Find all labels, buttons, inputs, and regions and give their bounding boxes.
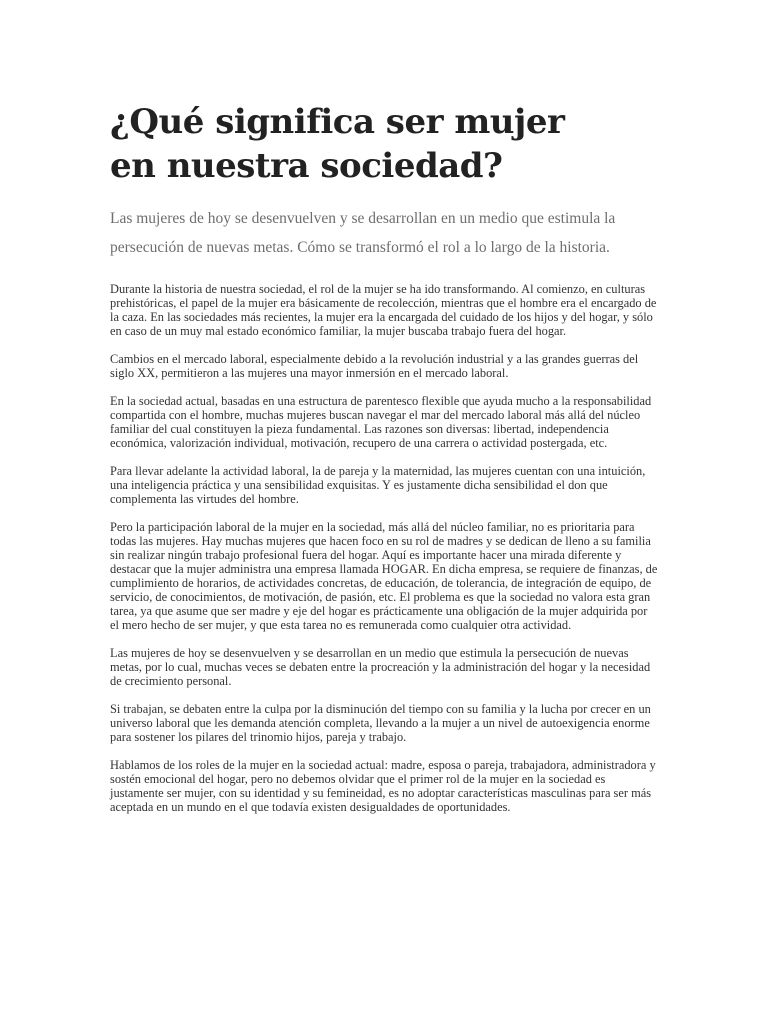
paragraph: Durante la historia de nuestra sociedad, el rol de la mujer se ha ido transformando. Al comienzo, en culturas prehistóricas, el papel de la mujer era básicamente de recolección, mientras que el hombre era el encargado de la caza. En las sociedades más recientes, la mujer era la encargada del cuidado de los hijos y del hogar, y sólo en caso de un muy mal estado económico familiar, la mujer buscaba trabajo fuera del hogar. <box>110 282 657 338</box>
article <box>110 100 658 828</box>
paragraph: En la sociedad actual, basadas en una estructura de parentesco flexible que ayuda mucho a la responsabilidad compartida con el hombre, muchas mujeres buscan navegar el mar del mercado laboral más allá del núcleo familiar del cual constituyen la pieza fundamental. Las razones son diversas: libertad, independencia económica, valorización individual, motivación, recupero de una carrera o actividad postergada, etc. <box>110 394 652 450</box>
paragraph: Pero la participación laboral de la mujer en la sociedad, más allá del núcleo familiar, no es prioritaria para todas las mujeres. Hay muchas mujeres que hacen foco en su rol de madres y se dedican de lleno a su familia sin realizar ningún trabajo profesional fuera del hogar. Aquí es importante hacer una mirada diferente y destacar que la mujer administra una empresa llamada HOGAR. En dicha empresa, se requiere de finanzas, de cumplimiento de horarios, de actividades concretas, de educación, de tolerancia, de integración de equipo, de servicio, de conocimientos, de motivación, de pasión, etc. El problema es que la sociedad no valora esta gran tarea, ya que asume que ser madre y eje del hogar es prácticamente una obligación de la mujer adquirida por el mero hecho de ser mujer, y que esta tarea no es remunerada como cualquier otra actividad. <box>110 520 658 632</box>
article-body <box>110 282 658 814</box>
article-subtitle: Las mujeres de hoy se desenvuelven y se desarrollan en un medio que estimula la persecución de nuevas metas. Cómo se transformó el rol a lo largo de la historia. <box>110 210 616 256</box>
paragraph: Para llevar adelante la actividad laboral, la de pareja y la maternidad, las mujeres cuentan con una intuición, una inteligencia práctica y una sensibilidad exquisitas. Y es justamente dicha sensibilidad el don que complementa las virtudes del hombre. <box>110 464 646 506</box>
article-title: ¿Qué significa ser mujer en nuestra sociedad? <box>110 102 565 186</box>
paragraph: Cambios en el mercado laboral, especialmente debido a la revolución industrial y a las grandes guerras del siglo XX, permitieron a las mujeres una mayor inmersión en el mercado laboral. <box>110 352 639 380</box>
paragraph: Las mujeres de hoy se desenvuelven y se desarrollan en un medio que estimula la persecución de nuevas metas, por lo cual, muchas veces se debaten entre la procreación y la administración del hogar y la necesidad de crecimiento personal. <box>110 646 651 688</box>
paragraph: Hablamos de los roles de la mujer en la sociedad actual: madre, esposa o pareja, trabajadora, administradora y sostén emocional del hogar, pero no debemos olvidar que el primer rol de la mujer en la sociedad es justamente ser mujer, con su identidad y su femineidad, es no adoptar características masculinas para ser más aceptada en un mundo en el que todavía existen desigualdades de oportunidades. <box>110 758 656 814</box>
paragraph: Si trabajan, se debaten entre la culpa por la disminución del tiempo con su familia y la lucha por crecer en un universo laboral que les demanda atención completa, llevando a la mujer a un nivel de autoexigencia enorme para sostener los pilares del trinomio hijos, pareja y trabajo. <box>110 702 651 744</box>
